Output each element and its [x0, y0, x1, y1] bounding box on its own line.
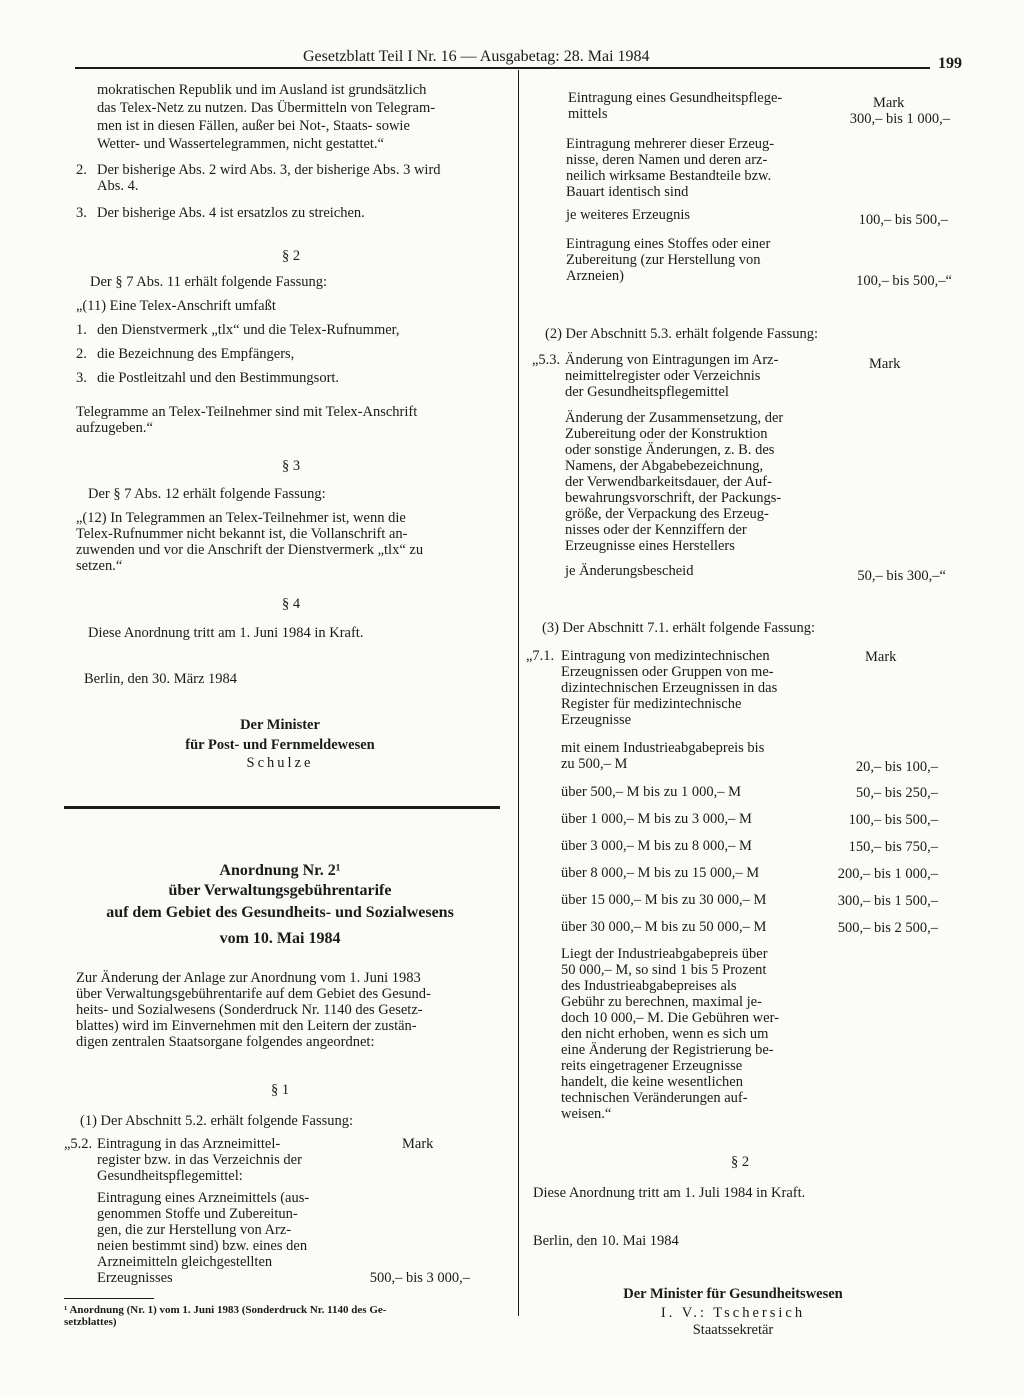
list-number: 1. [76, 322, 87, 338]
paragraph-line: doch 10 000,– M. Die Gebühren wer- [561, 1010, 779, 1026]
paragraph-line: den nicht erhoben, wenn es sich um [561, 1026, 769, 1042]
section-heading: § 1 [271, 1082, 290, 1098]
paragraph-line: Gebühr zu berechnen, maximal je- [561, 994, 762, 1010]
list-number: 3. [76, 205, 87, 221]
list-number: 2. [76, 346, 87, 362]
section-number: „7.1. [526, 648, 555, 664]
document-title: Anordnung Nr. 2¹ [219, 862, 341, 879]
paragraph-line: Diese Anordnung tritt am 1. Juli 1984 in Kraft. [533, 1185, 806, 1201]
fee-heading-line: Eintragung von medizintechnischen [561, 648, 770, 664]
fee-item-line: größe, der Verpackung des Erzeug- [565, 506, 769, 522]
fee-heading-line: mittels [568, 106, 608, 122]
range-label: über 15 000,– M bis zu 30 000,– M [561, 892, 767, 908]
signature-title: Der Minister für Gesundheitswesen [623, 1286, 843, 1302]
fee-heading-line: Erzeugnissen oder Gruppen von me- [561, 664, 774, 680]
paragraph-line: (3) Der Abschnitt 7.1. erhält folgende Fassung: [542, 620, 816, 636]
paragraph-line: Diese Anordnung tritt am 1. Juni 1984 in Kraft. [88, 625, 364, 641]
signature-role: Staatssekretär [692, 1322, 774, 1338]
range-label: über 8 000,– M bis zu 15 000,– M [561, 865, 760, 881]
currency-label: Mark [402, 1136, 434, 1152]
list-item-line: den Dienstvermerk „tlx“ und die Telex-Rufnummer, [97, 322, 400, 338]
fee-item-line: Änderung der Zusammensetzung, der [565, 410, 784, 426]
document-date: vom 10. Mai 1984 [219, 930, 341, 947]
fee-item-line: zu 500,– M [561, 756, 628, 772]
list-item-line: Abs. 4. [97, 178, 139, 194]
paragraph-line: handelt, die keine wesentlichen [561, 1074, 743, 1090]
paragraph-line: mokratischen Republik und im Ausland ist grundsätzlich [97, 82, 427, 98]
paragraph-line: Liegt der Industrieabgabepreis über [561, 946, 768, 962]
fee-amount: 50,– bis 250,– [855, 785, 938, 801]
fee-amount: 20,– bis 100,– [855, 759, 938, 775]
paragraph-line: Der § 7 Abs. 11 erhält folgende Fassung: [90, 274, 328, 290]
fee-amount: 300,– bis 1 500,– [837, 893, 938, 909]
paragraph-line: blattes) wird im Einvernehmen mit den Leitern der zustän- [76, 1018, 417, 1034]
paragraph-line: (1) Der Abschnitt 5.2. erhält folgende Fassung: [80, 1113, 354, 1129]
fee-heading-line: neimittelregister oder Verzeichnis [565, 368, 761, 384]
footnote-rule [64, 1298, 154, 1299]
currency-label: Mark [869, 356, 901, 372]
currency-label: Mark [873, 95, 905, 111]
section-separator [64, 806, 500, 809]
section-heading: § 3 [282, 458, 301, 474]
fee-heading-line: Eintragung in das Arzneimittel- [97, 1136, 281, 1152]
paragraph-line: heits- und Sozialwesens (Sonderdruck Nr. 1140 des Gesetz- [76, 1002, 423, 1018]
fee-heading-line: Eintragung eines Gesundheitspflege- [568, 90, 783, 106]
paragraph-line: Zur Änderung der Anlage zur Anordnung vom 1. Juni 1983 [76, 970, 421, 986]
place-date: Berlin, den 10. Mai 1984 [533, 1233, 679, 1249]
fee-item-line: neilich wirksame Bestandteile bzw. [566, 168, 772, 184]
list-item-line: Der bisherige Abs. 2 wird Abs. 3, der bisherige Abs. 3 wird [97, 162, 441, 178]
range-label: über 3 000,– M bis zu 8 000,– M [561, 838, 752, 854]
paragraph-line: digen zentralen Staatsorgane folgendes angeordnet: [76, 1034, 375, 1050]
fee-amount: 200,– bis 1 000,– [837, 866, 938, 882]
paragraph-line: Der § 7 Abs. 12 erhält folgende Fassung: [88, 486, 326, 502]
paragraph-line: men ist in diesen Fällen, außer bei Not-, Staats- sowie [97, 118, 410, 134]
document-title: über Verwaltungsgebührentarife [168, 882, 392, 899]
section-number: „5.2. [64, 1136, 93, 1152]
fee-item-line: Zubereitung oder der Konstruktion [565, 426, 768, 442]
paragraph-line: reits eingetragener Erzeugnisse [561, 1058, 743, 1074]
footnote: setzblattes) [64, 1316, 117, 1328]
paragraph-line: Wetter- und Wassertelegrammen, nicht gestattet.“ [97, 136, 384, 152]
paragraph-line: weisen.“ [561, 1106, 612, 1122]
paragraph-line: des Industrieabgabepreises als [561, 978, 737, 994]
fee-item-line: gen, die zur Herstellung von Arz- [97, 1222, 292, 1238]
paragraph-line: (2) Der Abschnitt 5.3. erhält folgende Fassung: [545, 326, 819, 342]
paragraph-line: technischen Veränderungen auf- [561, 1090, 748, 1106]
fee-item-line: der Verwendbarkeitsdauer, der Auf- [565, 474, 772, 490]
section-number: „5.3. [532, 352, 561, 368]
fee-heading-line: Erzeugnisse [561, 712, 632, 728]
currency-label: Mark [865, 649, 897, 665]
fee-amount: 150,– bis 750,– [848, 839, 938, 855]
fee-item-line: je weiteres Erzeugnis [566, 207, 691, 223]
paragraph-line: „(12) In Telegrammen an Telex-Teilnehmer ist, wenn die [76, 510, 406, 526]
fee-heading-line: der Gesundheitspflegemittel [565, 384, 729, 400]
fee-amount: 100,– bis 500,– [858, 212, 948, 228]
section-heading: § 4 [282, 596, 301, 612]
paragraph-line: das Telex-Netz zu nutzen. Das Übermitteln von Telegram- [97, 100, 436, 116]
fee-amount: 100,– bis 500,–“ [856, 273, 952, 289]
fee-heading-line: register bzw. in das Verzeichnis der [97, 1152, 302, 1168]
list-item-line: die Bezeichnung des Empfängers, [97, 346, 295, 362]
section-heading: § 2 [282, 248, 301, 264]
running-title: Gesetzblatt Teil I Nr. 16 — Ausgabetag: 28. Mai 1984 [303, 48, 650, 65]
fee-item-line: Zubereitung (zur Herstellung von [566, 252, 761, 268]
paragraph-line: eine Änderung der Registrierung be- [561, 1042, 774, 1058]
paragraph-line: Telegramme an Telex-Teilnehmer sind mit Telex-Anschrift [76, 404, 418, 420]
range-label: über 500,– M bis zu 1 000,– M [561, 784, 742, 800]
range-label: über 1 000,– M bis zu 3 000,– M [561, 811, 752, 827]
column-divider [518, 70, 519, 1316]
fee-item-line: Bauart identisch sind [566, 184, 689, 200]
fee-item-line: neien bestimmt sind) bzw. eines den [97, 1238, 308, 1254]
fee-heading-line: Register für medizintechnische [561, 696, 742, 712]
header-rule [75, 67, 930, 69]
paragraph-line: über Verwaltungsgebührentarife auf dem Gebiet des Gesund- [76, 986, 431, 1002]
fee-item-line: Namens, der Abgabebezeichnung, [565, 458, 764, 474]
paragraph-line: aufzugeben.“ [76, 420, 153, 436]
fee-amount: 100,– bis 500,– [848, 812, 938, 828]
fee-item-line: Arzneimitteln gleichgestellten [97, 1254, 273, 1270]
section-heading: § 2 [731, 1154, 750, 1170]
signature-title: für Post- und Fernmeldewesen [185, 737, 375, 753]
signature-name: Schulze [246, 755, 314, 771]
paragraph-line: „(11) Eine Telex-Anschrift umfaßt [76, 298, 276, 314]
fee-amount: 50,– bis 300,–“ [857, 568, 946, 584]
fee-item-line: je Änderungsbescheid [565, 563, 694, 579]
fee-item-line: mit einem Industrieabgabepreis bis [561, 740, 765, 756]
list-number: 3. [76, 370, 87, 386]
range-label: über 30 000,– M bis zu 50 000,– M [561, 919, 767, 935]
fee-item-line: bewahrungsvorschrift, der Packungs- [565, 490, 782, 506]
fee-item-line: Erzeugnisse eines Herstellers [565, 538, 735, 554]
list-number: 2. [76, 162, 87, 178]
document-title: auf dem Gebiet des Gesundheits- und Sozialwesens [106, 904, 454, 921]
footnote: ¹ Anordnung (Nr. 1) vom 1. Juni 1983 (Sonderdruck Nr. 1140 des Ge- [64, 1304, 387, 1316]
signature-name: I. V.: Tschersich [660, 1305, 806, 1321]
fee-heading-line: Änderung von Eintragungen im Arz- [565, 352, 779, 368]
fee-amount: 500,– bis 3 000,– [369, 1270, 470, 1286]
paragraph-line: zuwenden und vor die Anschrift der Dienstvermerk „tlx“ zu [76, 542, 424, 558]
fee-item-line: Erzeugnisses [97, 1270, 173, 1286]
fee-item-line: Eintragung mehrerer dieser Erzeug- [566, 136, 775, 152]
fee-item-line: oder sonstige Änderungen, z. B. des [565, 442, 775, 458]
fee-item-line: nisses oder der Kennziffern der [565, 522, 747, 538]
signature-title: Der Minister [240, 717, 320, 733]
fee-item-line: Eintragung eines Stoffes oder einer [566, 236, 771, 252]
list-item-line: Der bisherige Abs. 4 ist ersatzlos zu streichen. [97, 205, 365, 221]
fee-item-line: genommen Stoffe und Zubereitun- [97, 1206, 298, 1222]
fee-item-line: Arzneien) [566, 268, 624, 284]
fee-amount: 500,– bis 2 500,– [837, 920, 938, 936]
paragraph-line: Telex-Rufnummer nicht bekannt ist, die Vollanschrift an- [76, 526, 408, 542]
fee-heading-line: Gesundheitspflegemittel: [97, 1168, 243, 1184]
paragraph-line: setzen.“ [76, 558, 123, 574]
fee-heading-line: dizintechnischen Erzeugnissen in das [561, 680, 778, 696]
fee-item-line: nisse, deren Namen und deren arz- [566, 152, 768, 168]
page-number: 199 [938, 55, 962, 72]
fee-item-line: Eintragung eines Arzneimittels (aus- [97, 1190, 310, 1206]
fee-amount: 300,– bis 1 000,– [849, 111, 950, 127]
place-date: Berlin, den 30. März 1984 [84, 671, 238, 687]
paragraph-line: 50 000,– M, so sind 1 bis 5 Prozent [561, 962, 767, 978]
list-item-line: die Postleitzahl und den Bestimmungsort. [97, 370, 340, 386]
